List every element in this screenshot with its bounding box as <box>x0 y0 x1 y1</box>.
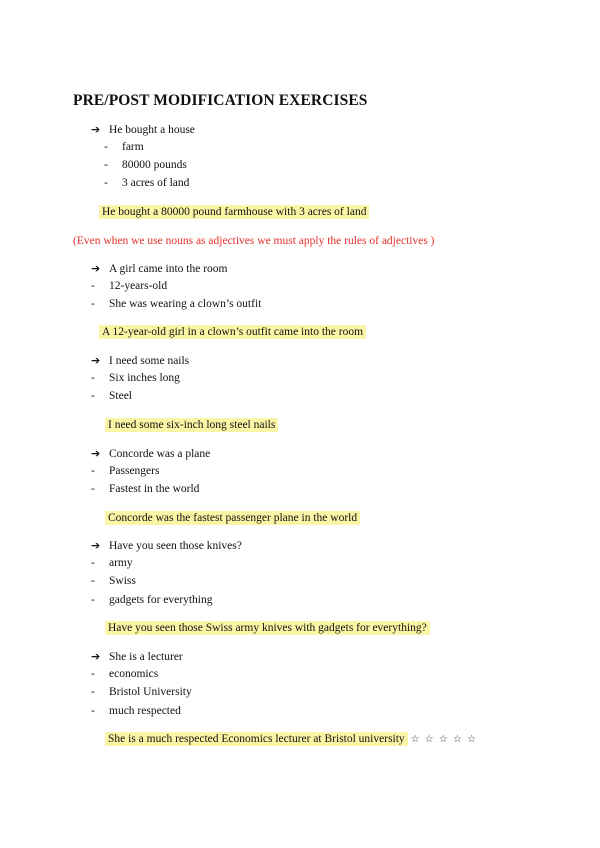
exercise-1-answer: He bought a 80000 pound farmhouse with 3 acres of land <box>99 205 369 220</box>
exercise-4-item: - Passengers <box>91 465 160 477</box>
exercise-5-item: - Swiss <box>91 575 136 587</box>
exercise-5-answer: Have you seen those Swiss army knives with gadgets for everything? <box>105 621 430 636</box>
exercise-5-prompt: ➔ Have you seen those knives? <box>91 539 242 552</box>
exercise-3-item: - Steel <box>91 390 132 402</box>
exercise-1-prompt: ➔ He bought a house <box>91 123 195 136</box>
star-rating-icon: ☆ ☆ ☆ ☆ ☆ <box>410 734 478 745</box>
exercise-2-item: - 12-years-old <box>91 280 168 292</box>
exercise-6-item: - economics <box>91 668 159 680</box>
exercise-3-prompt: ➔ I need some nails <box>91 354 190 367</box>
exercise-6-item: - Bristol University <box>91 686 192 698</box>
exercise-6-item: - much respected <box>91 705 181 717</box>
arrow-bullet-icon: ➔ <box>91 354 101 367</box>
arrow-bullet-icon: ➔ <box>91 539 101 552</box>
page-title: PRE/POST MODIFICATION EXERCISES <box>73 92 368 109</box>
arrow-bullet-icon: ➔ <box>91 262 101 275</box>
exercise-5-item: - gadgets for everything <box>91 594 213 606</box>
arrow-bullet-icon: ➔ <box>91 447 101 460</box>
exercise-6-prompt: ➔ She is a lecturer <box>91 650 183 663</box>
exercise-5-item: - army <box>91 557 133 569</box>
exercise-2-answer: A 12-year-old girl in a clown’s outfit came into the room <box>99 325 366 340</box>
exercise-3-answer: I need some six-inch long steel nails <box>105 418 278 433</box>
arrow-bullet-icon: ➔ <box>91 650 101 663</box>
exercise-4-item: - Fastest in the world <box>91 483 200 495</box>
exercise-2-item: - She was wearing a clown’s outfit <box>91 298 262 310</box>
exercise-1-item: - 3 acres of land <box>104 177 190 189</box>
exercise-4-prompt: ➔ Concorde was a plane <box>91 447 211 460</box>
adjective-rule-note: (Even when we use nouns as adjectives we must apply the rules of adjectives ) <box>73 235 435 247</box>
exercise-1-item: - 80000 pounds <box>104 159 187 171</box>
arrow-bullet-icon: ➔ <box>91 123 101 136</box>
exercise-3-item: - Six inches long <box>91 372 180 384</box>
exercise-2-prompt: ➔ A girl came into the room <box>91 262 228 275</box>
exercise-6-answer: She is a much respected Economics lecturer at Bristol university ☆ ☆ ☆ ☆ ☆ <box>105 732 477 747</box>
exercise-1-item: - farm <box>104 141 144 153</box>
exercise-4-answer: Concorde was the fastest passenger plane in the world <box>105 511 360 526</box>
